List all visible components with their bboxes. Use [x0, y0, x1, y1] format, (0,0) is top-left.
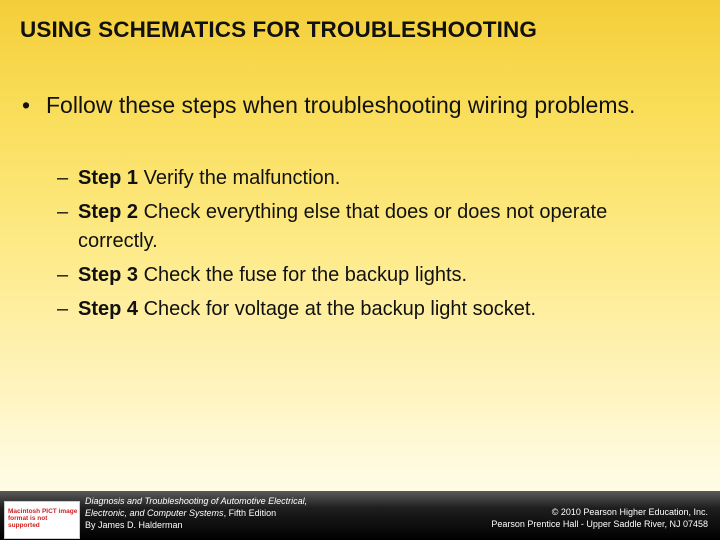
list-item — [57, 198, 677, 256]
book-edition: , Fifth Edition — [223, 508, 277, 518]
logo-placeholder-text: Macintosh PICT image format is not supported — [8, 508, 78, 529]
step-text: Check for voltage at the backup light socket. — [138, 298, 537, 320]
list-item — [57, 164, 677, 193]
dash-marker: – — [57, 201, 69, 223]
dash-marker: – — [57, 264, 69, 286]
step-label: Step 3 — [78, 264, 139, 286]
step-label: Step 2 — [78, 201, 139, 223]
step-text: Verify the malfunction. — [138, 167, 341, 189]
publisher-logo-placeholder — [4, 501, 80, 539]
step-text: Check everything else that does or does not operate correctly. — [78, 201, 608, 252]
book-citation — [85, 495, 355, 531]
copyright-text: © 2010 Pearson Higher Education, Inc. — [551, 507, 708, 517]
bullet-symbol: • — [22, 92, 31, 118]
dash-marker: – — [57, 298, 69, 320]
slide-title: USING SCHEMATICS FOR TROUBLESHOOTING — [20, 17, 537, 42]
main-bullet — [22, 90, 682, 121]
step-text: Check the fuse for the backup lights. — [138, 264, 468, 286]
steps-list — [57, 164, 677, 329]
list-item — [57, 295, 677, 324]
book-title-line-1: Diagnosis and Troubleshooting of Automotive Electrical, — [85, 496, 308, 506]
book-author: By James D. Halderman — [85, 520, 183, 530]
dash-marker: – — [57, 167, 69, 189]
book-title-line-2: Electronic, and Computer Systems — [85, 508, 224, 518]
step-label: Step 1 — [78, 167, 139, 189]
copyright-block — [408, 506, 708, 530]
publisher-text: Pearson Prentice Hall - Upper Saddle River, NJ 07458 — [491, 519, 708, 529]
list-item — [57, 261, 677, 290]
footer-bar — [0, 491, 720, 540]
main-bullet-text: Follow these steps when troubleshooting wiring problems. — [46, 92, 636, 118]
step-label: Step 4 — [78, 298, 139, 320]
